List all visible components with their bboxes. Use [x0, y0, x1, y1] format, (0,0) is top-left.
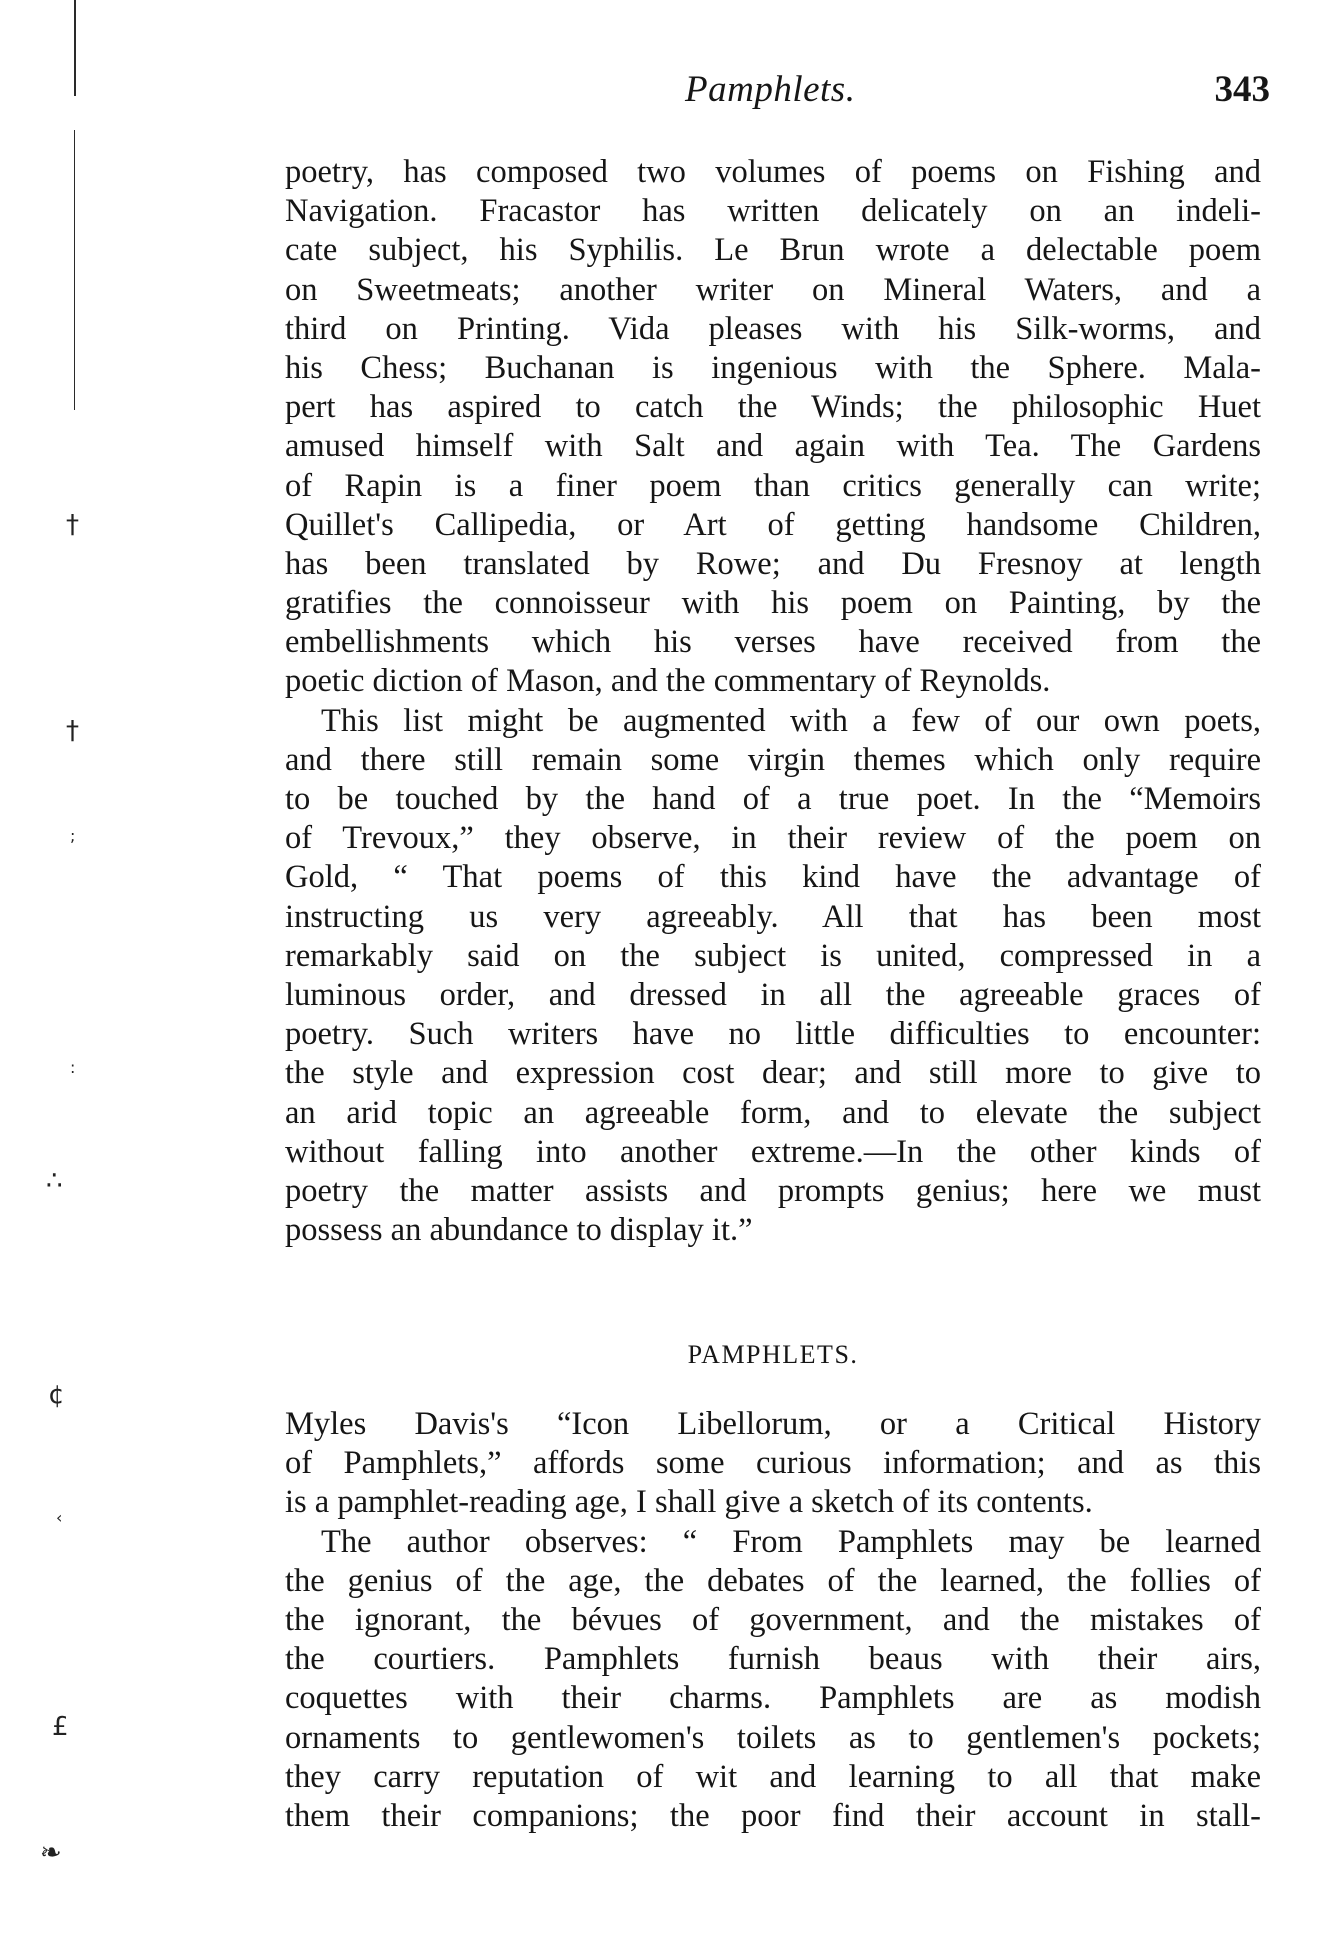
text-line: on Sweetmeats; another writer on Mineral Waters, and a — [285, 271, 1261, 308]
text-line: the ignorant, the bévues of government, and the mistakes of — [285, 1601, 1261, 1638]
text-line: poetry the matter assists and prompts genius; here we must — [285, 1172, 1261, 1209]
text-line: Quillet's Callipedia, or Art of getting handsome Children, — [285, 506, 1261, 543]
text-line: the courtiers. Pamphlets furnish beaus with their airs, — [285, 1641, 1261, 1678]
text-line: Gold, “ That poems of this kind have the advantage of — [285, 859, 1261, 896]
text-line: them their companions; the poor find their account in stall- — [285, 1797, 1261, 1834]
text-line: of Rapin is a finer poem than critics generally can write; — [285, 467, 1261, 504]
text-line: to be touched by the hand of a true poet. In the “Memoirs — [285, 781, 1261, 817]
text-line: cate subject, his Syphilis. Le Brun wrote a delectable poem — [285, 232, 1261, 269]
text-line: The author observes: “ From Pamphlets may be learned — [321, 1523, 1261, 1560]
margin-mark: † — [66, 510, 79, 540]
text-line: luminous order, and dressed in all the agreeable graces of — [285, 976, 1261, 1013]
running-head — [285, 68, 1270, 116]
margin-mark: ∴ — [46, 1166, 63, 1196]
section-heading: PAMPHLETS. — [687, 1340, 859, 1369]
text-line: poetic diction of Mason, and the commentary of Reynolds. — [285, 663, 1051, 700]
text-line: poetry. Such writers have no little difficulties to encounter: — [285, 1016, 1261, 1053]
text-line: third on Printing. Vida pleases with his Silk-worms, and — [285, 310, 1261, 347]
text-line: and there still remain some virgin themes which only require — [285, 741, 1261, 778]
text-line: an arid topic an agreeable form, and to elevate the subject — [285, 1094, 1261, 1131]
page-number: 343 — [1214, 69, 1270, 110]
margin-mark: ; — [70, 826, 76, 845]
text-line: of Trevoux,” they observe, in their review of the poem on — [285, 820, 1261, 857]
margin-mark: ¢ — [48, 1380, 65, 1410]
text-line: This list might be augmented with a few of our own poets, — [321, 702, 1261, 739]
text-line: embellishments which his verses have received from the — [285, 624, 1261, 661]
text-line: the style and expression cost dear; and still more to give to — [285, 1055, 1261, 1092]
gutter-rule — [74, 130, 75, 410]
running-title: Pamphlets. — [685, 69, 856, 110]
text-line: remarkably said on the subject is united, compressed in a — [285, 937, 1261, 974]
text-line: Myles Davis's “Icon Libellorum, or a Critical History — [285, 1406, 1261, 1442]
text-line: they carry reputation of wit and learning to all that make — [285, 1758, 1261, 1795]
text-line: of Pamphlets,” affords some curious information; and as this — [285, 1445, 1261, 1482]
text-line: amused himself with Salt and again with Tea. The Gardens — [285, 428, 1261, 465]
margin-mark: ‹ — [56, 1508, 63, 1527]
gutter-rule — [74, 0, 76, 96]
passage-one — [285, 153, 1261, 1250]
margin-mark: : — [70, 1058, 76, 1077]
text-line: ornaments to gentlewomen's toilets as to gentlemen's pockets; — [285, 1719, 1261, 1756]
text-line: coquettes with their charms. Pamphlets are as modish — [285, 1680, 1261, 1717]
text-line: gratifies the connoisseur with his poem on Painting, by the — [285, 585, 1261, 622]
text-line: the genius of the age, the debates of the learned, the follies of — [285, 1562, 1261, 1599]
text-line: without falling into another extreme.—In the other kinds of — [285, 1133, 1261, 1170]
text-line: pert has aspired to catch the Winds; the philosophic Huet — [285, 389, 1261, 426]
text-line: his Chess; Buchanan is ingenious with the Sphere. Mala- — [285, 349, 1261, 386]
text-line: is a pamphlet-reading age, I shall give a sketch of its contents. — [285, 1484, 1093, 1521]
text-line: has been translated by Rowe; and Du Fresnoy at length — [285, 545, 1261, 582]
text-line: instructing us very agreeably. All that has been most — [285, 898, 1261, 935]
passage-two — [285, 1405, 1261, 1836]
margin-mark: ❧ — [40, 1838, 62, 1868]
text-line: Navigation. Fracastor has written delicately on an indeli- — [285, 193, 1261, 230]
margin-mark: † — [66, 716, 79, 746]
text-line: poetry, has composed two volumes of poems on Fishing and — [285, 154, 1261, 190]
text-line: possess an abundance to display it.” — [285, 1212, 753, 1249]
margin-mark: £ — [52, 1712, 69, 1742]
